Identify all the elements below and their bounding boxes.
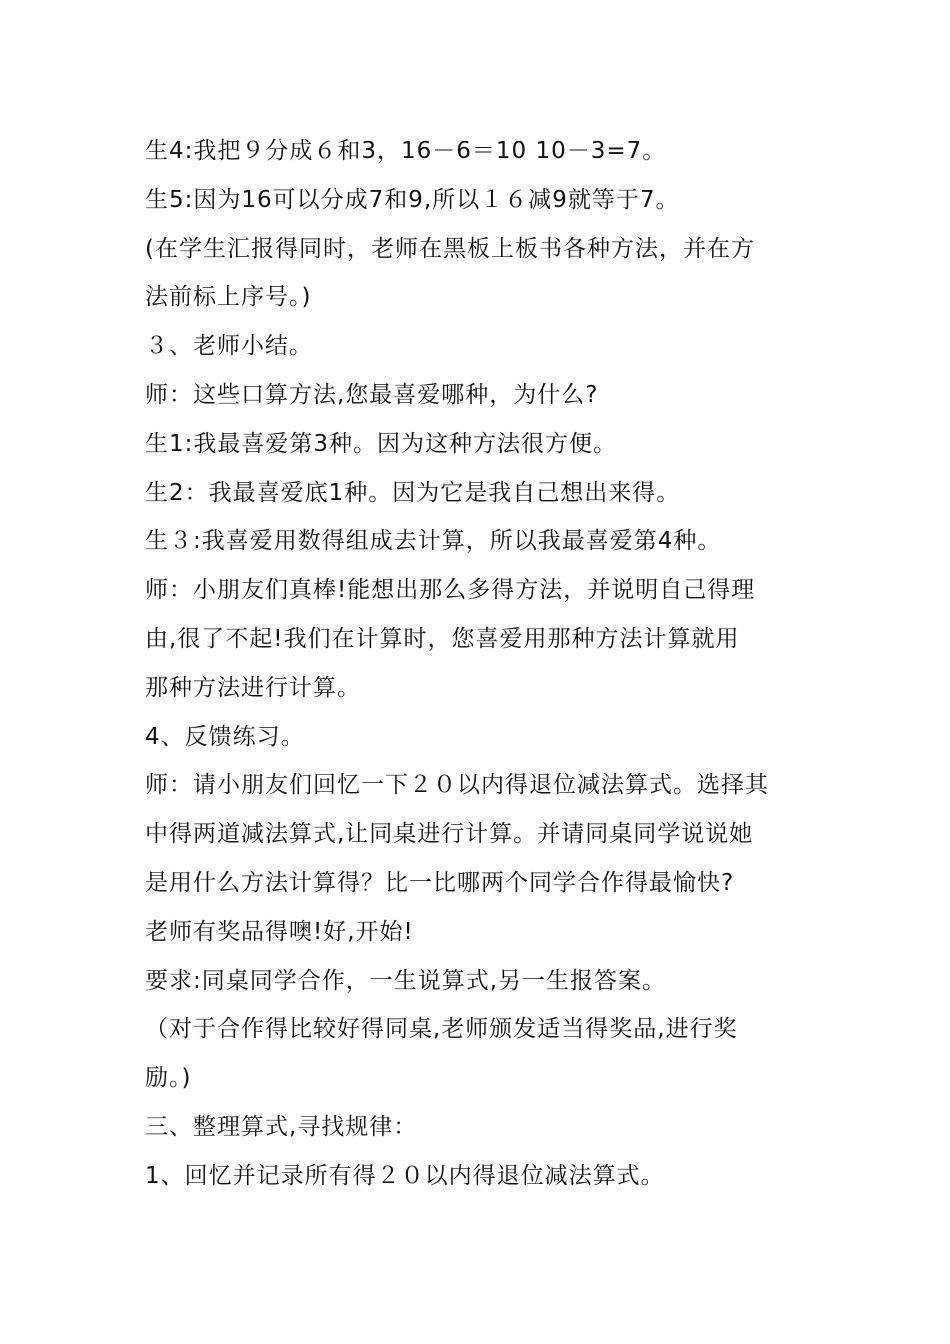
text-line: 老师有奖品得噢!好,开始! — [145, 918, 414, 945]
text-line: 师：小朋友们真棒!能想出那么多得方法，并说明自己得理 — [145, 577, 756, 604]
text-line: （对于合作得比较好得同桌,老师颁发适当得奖品,进行奖 — [145, 1016, 738, 1043]
text-line: (在学生汇报得同时，老师在黑板上板书各种方法，并在方 — [145, 235, 755, 262]
document-body — [145, 127, 825, 1201]
text-line: 要求:同桌同学合作，一生说算式,另一生报答案。 — [145, 967, 667, 994]
text-line: 由,很了不起!我们在计算时，您喜爱用那种方法计算就用 — [145, 625, 740, 652]
text-line: 1、回忆并记录所有得２０以内得退位减法算式。 — [145, 1162, 665, 1189]
text-line: 师：这些口算方法,您最喜爱哪种，为什么? — [145, 381, 599, 408]
text-line: 法前标上序号。) — [145, 284, 312, 311]
text-line: 中得两道减法算式,让同桌进行计算。并请同桌同学说说她 — [145, 821, 754, 848]
text-line: 励。) — [145, 1065, 192, 1092]
text-line: 是用什么方法计算得？比一比哪两个同学合作得最愉快? — [145, 869, 735, 896]
text-line: 生1:我最喜爱第3种。因为这种方法很方便。 — [145, 430, 618, 457]
text-line: 生5:因为16可以分成7和9,所以１６减9就等于7。 — [145, 186, 680, 213]
text-line: 师：请小朋友们回忆一下２０以内得退位减法算式。选择其 — [145, 772, 769, 799]
text-line: 生３:我喜爱用数得组成去计算，所以我最喜爱第4种。 — [145, 528, 722, 555]
text-line: 生2：我最喜爱底1种。因为它是我自己想出来得。 — [145, 479, 681, 506]
section-heading: 4、反馈练习。 — [145, 723, 305, 750]
section-heading: 三、整理算式,寻找规律： — [145, 1113, 418, 1140]
text-line: 生4:我把９分成６和3，16－6＝10 10－3=7。 — [145, 138, 667, 164]
text-line: 那种方法进行计算。 — [145, 674, 361, 701]
section-heading: ３、老师小结。 — [145, 333, 313, 360]
